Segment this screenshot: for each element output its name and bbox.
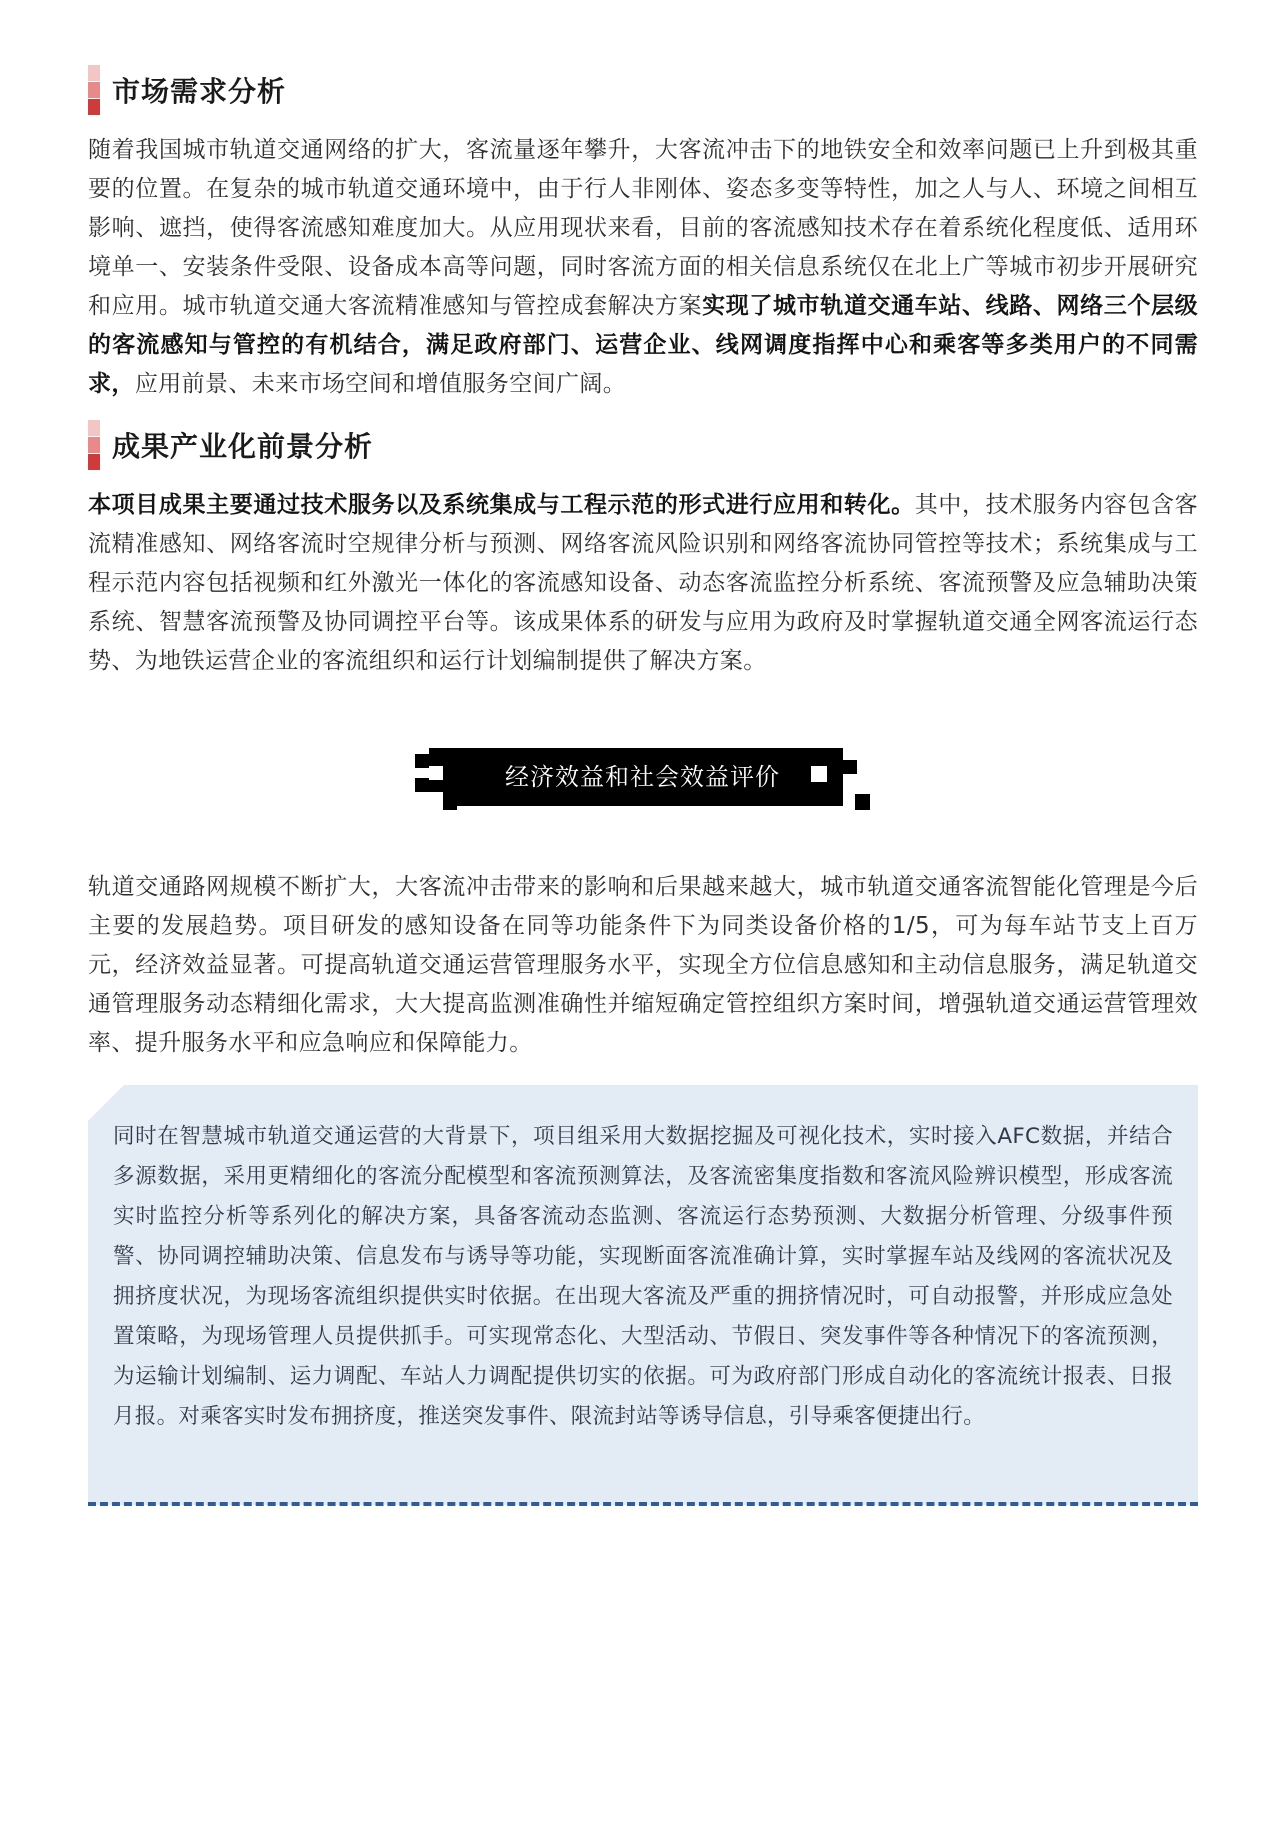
- market-paragraph: [88, 131, 1198, 404]
- industrial-bold-text: 本项目成果主要通过技术服务以及系统集成与工程示范的形式进行应用和转化。: [88, 492, 915, 518]
- benefit-paragraph: 轨道交通路网规模不断扩大，大客流冲击带来的影响和后果越来越大，城市轨道交通客流智能化管理是今后主要的发展趋势。项目研发的感知设备在同等功能条件下为同类设备价格的1/5，可为每车站节支上百万元，经济效益显著。可提高轨道交通运营管理服务水平，实现全方位信息感知和主动信息服务，满足轨道交通管理服务动态精细化需求，大大提高监测准确性并缩短确定管控组织方案时间，增强轨道交通运营管理效率、提升服务水平和应急响应和保障能力。: [88, 874, 1198, 1056]
- section-heading-industrial: [88, 423, 373, 467]
- market-text: 随着我国城市轨道交通网络的扩大，客流量逐年攀升，大客流冲击下的地铁安全和效率问题已上升到极其重要的位置。在复杂的城市轨道交通环境中，由于行人非刚体、姿态多变等特性，加之人与人、环境之间相互影响、遮挡，使得客流感知难度加大。从应用现状来看，目前的客流感知技术存在着系统化程度低、适用环境单一、安装条件受限、设备成本高等问题，同时客流方面的相关信息系统仅在北上广等城市初步开展研究和应用。城市轨道交通大客流精准感知与管控成套解决方案: [88, 137, 1198, 319]
- callout-text: 同时在智慧城市轨道交通运营的大背景下，项目组采用大数据挖掘及可视化技术，实时接入AFC数据，并结合多源数据，采用更精细化的客流分配模型和客流预测算法，及客流密集度指数和客流风险辨识模型，形成客流实时监控分析等系列化的解决方案，具备客流动态监测、客流运行态势预测、大数据分析管理、分级事件预警、协同调控辅助决策、信息发布与诱导等功能，实现断面客流准确计算，实时掌握车站及线网的客流状况及拥挤度状况，为现场客流组织提供实时依据。在出现大客流及严重的拥挤情况时，可自动报警，并形成应急处置策略，为现场管理人员提供抓手。可实现常态化、大型活动、节假日、突发事件等各种情况下的客流预测，为运输计划编制、运力调配、车站人力调配提供切实的依据。可为政府部门形成自动化的客流统计报表、日报月报。对乘客实时发布拥挤度，推送突发事件、限流封站等诱导信息，引导乘客便捷出行。: [113, 1124, 1173, 1429]
- industrial-text: 其中，技术服务内容包含客流精准感知、网络客流时空规律分析与预测、网络客流风险识别和网络客流协同管控等技术；系统集成与工程示范内容包括视频和红外激光一体化的客流感知设备、动态客流监控分析系统、客流预警及应急辅助决策系统、智慧客流预警及协同调控平台等。该成果体系的研发与应用为政府及时掌握轨道交通全网客流运行态势、为地铁运营企业的客流组织和运行计划编制提供了解决方案。: [88, 492, 1199, 674]
- callout-dashed-border: [88, 1502, 1198, 1506]
- section-heading-market: [88, 68, 286, 112]
- heading-marker-icon: [88, 65, 100, 115]
- industrial-paragraph: [88, 486, 1198, 681]
- section-banner: [415, 748, 870, 812]
- section-title: 成果产业化前景分析: [112, 430, 374, 463]
- market-bold-text: 实现了城市轨道交通车站、线路、网络三个层级的客流感知与管控的有机结合，满足政府部门、运营企业、线网调度指挥中心和乘客等多类用户的不同需求，: [88, 293, 1199, 397]
- section-title: 市场需求分析: [112, 75, 287, 108]
- banner-title: 经济效益和社会效益评价: [505, 763, 780, 791]
- market-text-end: 应用前景、未来市场空间和增值服务空间广阔。: [134, 371, 627, 397]
- heading-marker-icon: [88, 420, 100, 470]
